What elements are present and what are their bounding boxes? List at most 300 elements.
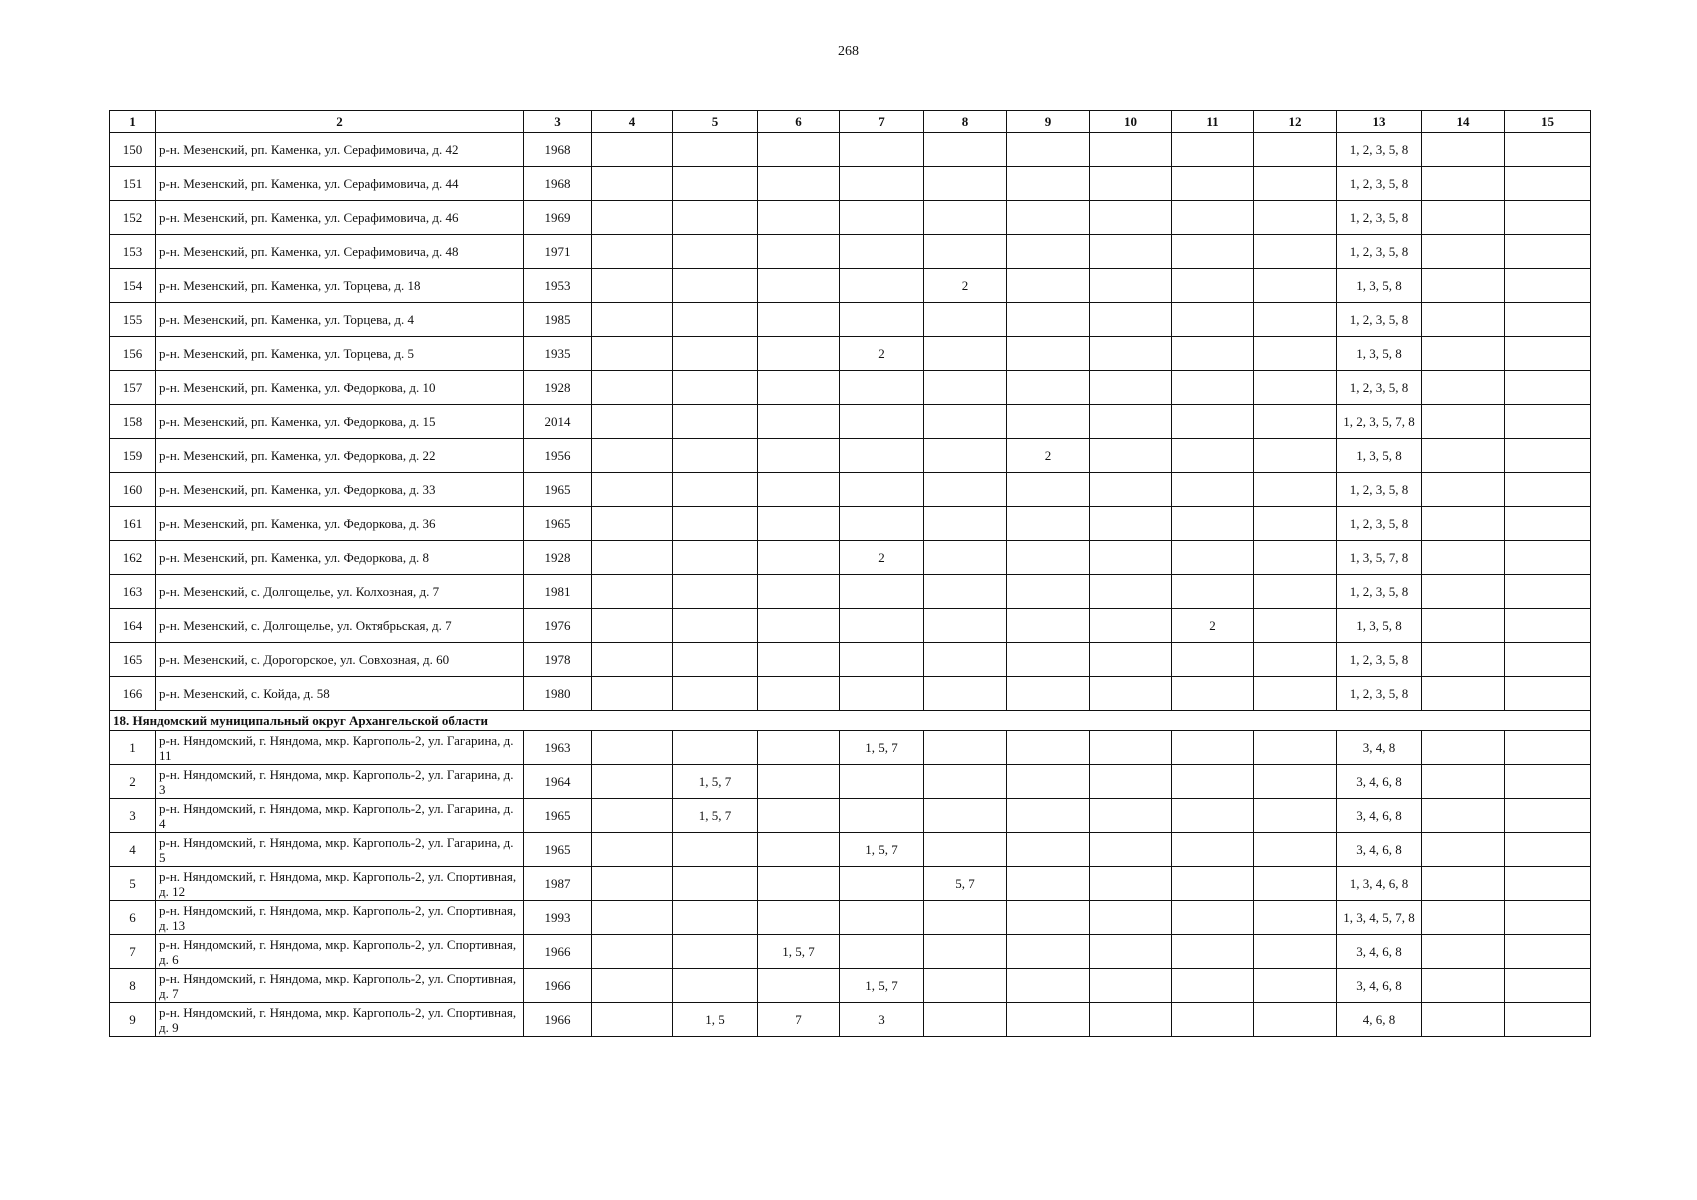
table-cell (1422, 235, 1505, 269)
year-cell: 1976 (524, 609, 592, 643)
table-cell (924, 371, 1007, 405)
column-header: 1 (110, 111, 156, 133)
table-cell (1505, 677, 1591, 711)
table-cell (1172, 473, 1254, 507)
table-row (110, 337, 1591, 371)
table-cell (924, 969, 1007, 1003)
table-cell (758, 507, 840, 541)
table-cell (1090, 575, 1172, 609)
table-cell (1090, 677, 1172, 711)
table-cell: 1, 5, 7 (840, 833, 924, 867)
table-cell (1422, 1003, 1505, 1037)
table-cell: 7 (758, 1003, 840, 1037)
table-cell (673, 269, 758, 303)
table-cell (1422, 371, 1505, 405)
table-row (110, 901, 1591, 935)
table-cell (1007, 201, 1090, 235)
row-number-cell: 9 (110, 1003, 156, 1037)
table-cell (1090, 269, 1172, 303)
table-cell (1172, 799, 1254, 833)
row-number-cell: 7 (110, 935, 156, 969)
table-cell (840, 473, 924, 507)
column-header: 13 (1337, 111, 1422, 133)
year-cell: 1968 (524, 133, 592, 167)
table-cell (840, 677, 924, 711)
address-cell: р-н. Мезенский, рп. Каменка, ул. Федоркова, д. 33 (156, 473, 524, 507)
column-header: 3 (524, 111, 592, 133)
table-cell (924, 609, 1007, 643)
year-cell: 1987 (524, 867, 592, 901)
table-cell (673, 609, 758, 643)
column-header: 7 (840, 111, 924, 133)
table-cell (924, 765, 1007, 799)
table-row (110, 201, 1591, 235)
table-cell: 1, 3, 5, 8 (1337, 269, 1422, 303)
table-cell (1090, 935, 1172, 969)
table-cell (1007, 473, 1090, 507)
address-cell: р-н. Няндомский, г. Няндома, мкр. Каргополь-2, ул. Спортивная, д. 7 (156, 969, 524, 1003)
table-cell (1505, 371, 1591, 405)
table-cell (1172, 235, 1254, 269)
year-cell: 1971 (524, 235, 592, 269)
year-cell: 1985 (524, 303, 592, 337)
row-number-cell: 156 (110, 337, 156, 371)
table-cell: 3, 4, 6, 8 (1337, 799, 1422, 833)
table-cell (1007, 969, 1090, 1003)
table-cell (840, 799, 924, 833)
table-cell (1172, 677, 1254, 711)
table-cell: 1, 3, 5, 8 (1337, 609, 1422, 643)
table-cell: 1, 5, 7 (840, 969, 924, 1003)
table-cell (673, 731, 758, 765)
table-cell (1090, 439, 1172, 473)
table-cell (1007, 731, 1090, 765)
column-header: 10 (1090, 111, 1172, 133)
table-cell (1007, 833, 1090, 867)
table-cell (1007, 609, 1090, 643)
table-cell (592, 575, 673, 609)
table-cell: 1, 2, 3, 5, 8 (1337, 201, 1422, 235)
address-cell: р-н. Мезенский, с. Долгощелье, ул. Октябрьская, д. 7 (156, 609, 524, 643)
table-row (110, 439, 1591, 473)
table-cell (673, 405, 758, 439)
table-cell (924, 337, 1007, 371)
table-cell (592, 371, 673, 405)
table-cell (1007, 371, 1090, 405)
row-number-cell: 151 (110, 167, 156, 201)
table-cell (924, 201, 1007, 235)
table-cell (924, 473, 1007, 507)
table-cell: 1, 2, 3, 5, 8 (1337, 473, 1422, 507)
table-cell (1172, 541, 1254, 575)
table-cell (592, 1003, 673, 1037)
table-cell (1007, 765, 1090, 799)
address-cell: р-н. Мезенский, рп. Каменка, ул. Серафимовича, д. 48 (156, 235, 524, 269)
table-cell (1422, 541, 1505, 575)
table-cell (1505, 799, 1591, 833)
year-cell: 1965 (524, 833, 592, 867)
table-cell: 1, 5, 7 (673, 799, 758, 833)
table-cell (924, 405, 1007, 439)
column-header: 11 (1172, 111, 1254, 133)
address-cell: р-н. Мезенский, рп. Каменка, ул. Федоркова, д. 22 (156, 439, 524, 473)
table-cell (840, 235, 924, 269)
table-cell (592, 731, 673, 765)
table-cell (924, 167, 1007, 201)
row-number-cell: 150 (110, 133, 156, 167)
table-cell (1090, 765, 1172, 799)
table-row (110, 167, 1591, 201)
table-cell (1090, 901, 1172, 935)
table-cell (1254, 677, 1337, 711)
table-cell (924, 507, 1007, 541)
column-header: 8 (924, 111, 1007, 133)
table-cell (592, 541, 673, 575)
table-cell (1422, 731, 1505, 765)
table-cell (1254, 867, 1337, 901)
table-cell (1505, 201, 1591, 235)
table-cell (924, 643, 1007, 677)
table-row (110, 507, 1591, 541)
table-cell (592, 799, 673, 833)
table-cell (1422, 575, 1505, 609)
table-cell (924, 1003, 1007, 1037)
table-cell (1090, 541, 1172, 575)
table-cell (1090, 1003, 1172, 1037)
table-cell (1254, 201, 1337, 235)
table-cell (1254, 1003, 1337, 1037)
table-cell (1007, 935, 1090, 969)
table-cell (673, 677, 758, 711)
table-cell (673, 473, 758, 507)
table-row (110, 269, 1591, 303)
table-cell: 1, 5, 7 (758, 935, 840, 969)
table-cell (592, 439, 673, 473)
housing-register-table (109, 110, 1591, 1037)
table-header (110, 111, 1591, 133)
table-cell (924, 439, 1007, 473)
table-cell (758, 167, 840, 201)
table-cell (1505, 609, 1591, 643)
table-cell (1505, 541, 1591, 575)
table-cell: 4, 6, 8 (1337, 1003, 1422, 1037)
table-cell (924, 677, 1007, 711)
table-cell (1254, 405, 1337, 439)
table-cell (758, 901, 840, 935)
table-cell (673, 371, 758, 405)
table-cell: 2 (1007, 439, 1090, 473)
table-cell (1505, 643, 1591, 677)
address-cell: р-н. Няндомский, г. Няндома, мкр. Каргополь-2, ул. Гагарина, д. 11 (156, 731, 524, 765)
table-cell: 1, 3, 4, 5, 7, 8 (1337, 901, 1422, 935)
table-cell (1422, 167, 1505, 201)
year-cell: 1964 (524, 765, 592, 799)
address-cell: р-н. Мезенский, с. Долгощелье, ул. Колхозная, д. 7 (156, 575, 524, 609)
address-cell: р-н. Мезенский, рп. Каменка, ул. Серафимовича, д. 44 (156, 167, 524, 201)
table-cell (1172, 765, 1254, 799)
table-row (110, 731, 1591, 765)
table-cell (758, 337, 840, 371)
table-cell (592, 867, 673, 901)
row-number-cell: 2 (110, 765, 156, 799)
column-header: 14 (1422, 111, 1505, 133)
table-cell (758, 731, 840, 765)
table-cell (1254, 133, 1337, 167)
table-cell (1505, 867, 1591, 901)
table-cell (1090, 303, 1172, 337)
table-cell (592, 677, 673, 711)
table-row (110, 473, 1591, 507)
year-cell: 1966 (524, 1003, 592, 1037)
table-cell (1422, 935, 1505, 969)
section-title: 18. Няндомский муниципальный округ Архангельской области (110, 711, 1591, 731)
table-cell (673, 935, 758, 969)
table-cell (1172, 405, 1254, 439)
table-cell (1172, 201, 1254, 235)
section-row (110, 711, 1591, 731)
table-cell (1505, 303, 1591, 337)
row-number-cell: 164 (110, 609, 156, 643)
table-cell: 1, 3, 5, 8 (1337, 337, 1422, 371)
table-cell (1090, 609, 1172, 643)
year-cell: 1966 (524, 935, 592, 969)
table-cell (1422, 609, 1505, 643)
year-cell: 1956 (524, 439, 592, 473)
table-row (110, 935, 1591, 969)
table-cell: 1, 2, 3, 5, 8 (1337, 575, 1422, 609)
table-row (110, 799, 1591, 833)
table-cell (840, 901, 924, 935)
table-cell (673, 167, 758, 201)
table-cell (1090, 473, 1172, 507)
table-cell (1090, 969, 1172, 1003)
table-cell (1172, 371, 1254, 405)
table-cell (1254, 541, 1337, 575)
row-number-cell: 165 (110, 643, 156, 677)
table-cell (758, 765, 840, 799)
row-number-cell: 160 (110, 473, 156, 507)
table-cell: 1, 3, 5, 7, 8 (1337, 541, 1422, 575)
table-cell (673, 969, 758, 1003)
table-cell (1505, 235, 1591, 269)
table-cell (1422, 269, 1505, 303)
table-cell (1172, 867, 1254, 901)
table-cell: 3, 4, 6, 8 (1337, 833, 1422, 867)
table-cell (592, 133, 673, 167)
table-cell (1422, 473, 1505, 507)
year-cell: 1963 (524, 731, 592, 765)
table-cell (1254, 935, 1337, 969)
table-cell (592, 473, 673, 507)
table-cell: 1, 2, 3, 5, 8 (1337, 167, 1422, 201)
table-cell (1254, 969, 1337, 1003)
address-cell: р-н. Мезенский, рп. Каменка, ул. Серафимовича, д. 42 (156, 133, 524, 167)
table-cell (1007, 901, 1090, 935)
column-header: 12 (1254, 111, 1337, 133)
table-cell (1090, 867, 1172, 901)
table-cell: 1, 2, 3, 5, 8 (1337, 643, 1422, 677)
table-cell (840, 167, 924, 201)
table-cell (1172, 439, 1254, 473)
row-number-cell: 155 (110, 303, 156, 337)
table-cell (1422, 439, 1505, 473)
table-cell (1172, 133, 1254, 167)
table-cell: 1, 2, 3, 5, 8 (1337, 303, 1422, 337)
year-cell: 1965 (524, 473, 592, 507)
table-cell: 1, 2, 3, 5, 8 (1337, 507, 1422, 541)
table-cell: 1, 2, 3, 5, 7, 8 (1337, 405, 1422, 439)
table-cell (673, 833, 758, 867)
table-cell (924, 935, 1007, 969)
table-cell (592, 167, 673, 201)
column-header: 6 (758, 111, 840, 133)
table-cell (1254, 901, 1337, 935)
year-cell: 1953 (524, 269, 592, 303)
year-cell: 1966 (524, 969, 592, 1003)
table-cell (1172, 935, 1254, 969)
table-cell (592, 201, 673, 235)
table-cell (1254, 833, 1337, 867)
table-cell (673, 303, 758, 337)
table-cell (1007, 1003, 1090, 1037)
table-cell (673, 575, 758, 609)
table-cell (1007, 867, 1090, 901)
table-row (110, 867, 1591, 901)
year-cell: 1968 (524, 167, 592, 201)
table-cell: 3, 4, 6, 8 (1337, 765, 1422, 799)
table-cell (592, 269, 673, 303)
table-cell (1422, 677, 1505, 711)
table-cell (758, 575, 840, 609)
table-cell (1422, 133, 1505, 167)
table-cell (592, 609, 673, 643)
year-cell: 1965 (524, 799, 592, 833)
row-number-cell: 3 (110, 799, 156, 833)
table-cell (758, 133, 840, 167)
row-number-cell: 4 (110, 833, 156, 867)
table-row (110, 541, 1591, 575)
table-cell (673, 867, 758, 901)
table-body (110, 133, 1591, 1037)
table-cell (1007, 643, 1090, 677)
table-cell (1254, 235, 1337, 269)
table-cell (1172, 969, 1254, 1003)
table-cell (1172, 643, 1254, 677)
table-cell (1254, 575, 1337, 609)
table-cell (1254, 269, 1337, 303)
table-cell (1007, 677, 1090, 711)
table-cell (758, 799, 840, 833)
row-number-cell: 163 (110, 575, 156, 609)
table-row (110, 969, 1591, 1003)
table-cell (1254, 643, 1337, 677)
table-cell (1090, 405, 1172, 439)
table-cell (758, 371, 840, 405)
table-cell (1254, 765, 1337, 799)
table-cell (1007, 133, 1090, 167)
row-number-cell: 161 (110, 507, 156, 541)
table-cell: 1, 2, 3, 5, 8 (1337, 235, 1422, 269)
table-cell (592, 901, 673, 935)
table-cell (1422, 303, 1505, 337)
table-cell (1254, 609, 1337, 643)
table-cell (1090, 799, 1172, 833)
table-cell (840, 439, 924, 473)
table-cell (840, 575, 924, 609)
table-cell (924, 235, 1007, 269)
table-cell (758, 609, 840, 643)
table-row (110, 575, 1591, 609)
table-cell (758, 235, 840, 269)
table-cell (1007, 167, 1090, 201)
table-cell (1172, 575, 1254, 609)
table-cell (1007, 507, 1090, 541)
row-number-cell: 157 (110, 371, 156, 405)
table-cell (592, 833, 673, 867)
address-cell: р-н. Мезенский, рп. Каменка, ул. Торцева, д. 18 (156, 269, 524, 303)
table-cell (1505, 405, 1591, 439)
table-cell (924, 303, 1007, 337)
address-cell: р-н. Мезенский, рп. Каменка, ул. Федоркова, д. 8 (156, 541, 524, 575)
address-cell: р-н. Няндомский, г. Няндома, мкр. Каргополь-2, ул. Гагарина, д. 3 (156, 765, 524, 799)
table-cell (1007, 575, 1090, 609)
table-cell (1254, 337, 1337, 371)
table-cell (1254, 371, 1337, 405)
table-cell: 2 (840, 337, 924, 371)
table-cell (1172, 731, 1254, 765)
table-cell (758, 643, 840, 677)
table-cell (840, 643, 924, 677)
table-cell (1090, 337, 1172, 371)
table-cell (1172, 833, 1254, 867)
row-number-cell: 158 (110, 405, 156, 439)
table-cell (592, 235, 673, 269)
table-cell (673, 439, 758, 473)
table-cell (758, 969, 840, 1003)
table-cell (1090, 643, 1172, 677)
year-cell: 1965 (524, 507, 592, 541)
column-header: 15 (1505, 111, 1591, 133)
table-cell (924, 731, 1007, 765)
table-cell (1422, 337, 1505, 371)
table-cell (592, 969, 673, 1003)
table-cell: 3, 4, 6, 8 (1337, 969, 1422, 1003)
table-cell: 1, 2, 3, 5, 8 (1337, 371, 1422, 405)
table-cell (1422, 507, 1505, 541)
table-cell (1422, 643, 1505, 677)
table-cell (1422, 201, 1505, 235)
table-cell (840, 303, 924, 337)
table-cell (924, 541, 1007, 575)
table-cell (1172, 337, 1254, 371)
table-cell (1505, 731, 1591, 765)
table-cell: 2 (1172, 609, 1254, 643)
address-cell: р-н. Няндомский, г. Няндома, мкр. Каргополь-2, ул. Спортивная, д. 13 (156, 901, 524, 935)
address-cell: р-н. Няндомский, г. Няндома, мкр. Каргополь-2, ул. Гагарина, д. 4 (156, 799, 524, 833)
table-cell: 3, 4, 6, 8 (1337, 935, 1422, 969)
table-cell: 1, 5, 7 (840, 731, 924, 765)
address-cell: р-н. Мезенский, с. Койда, д. 58 (156, 677, 524, 711)
row-number-cell: 6 (110, 901, 156, 935)
table-row (110, 643, 1591, 677)
table-cell: 1, 5 (673, 1003, 758, 1037)
table-row (110, 677, 1591, 711)
table-cell (1254, 731, 1337, 765)
table-cell (673, 337, 758, 371)
row-number-cell: 154 (110, 269, 156, 303)
table-row (110, 833, 1591, 867)
table-row (110, 765, 1591, 799)
